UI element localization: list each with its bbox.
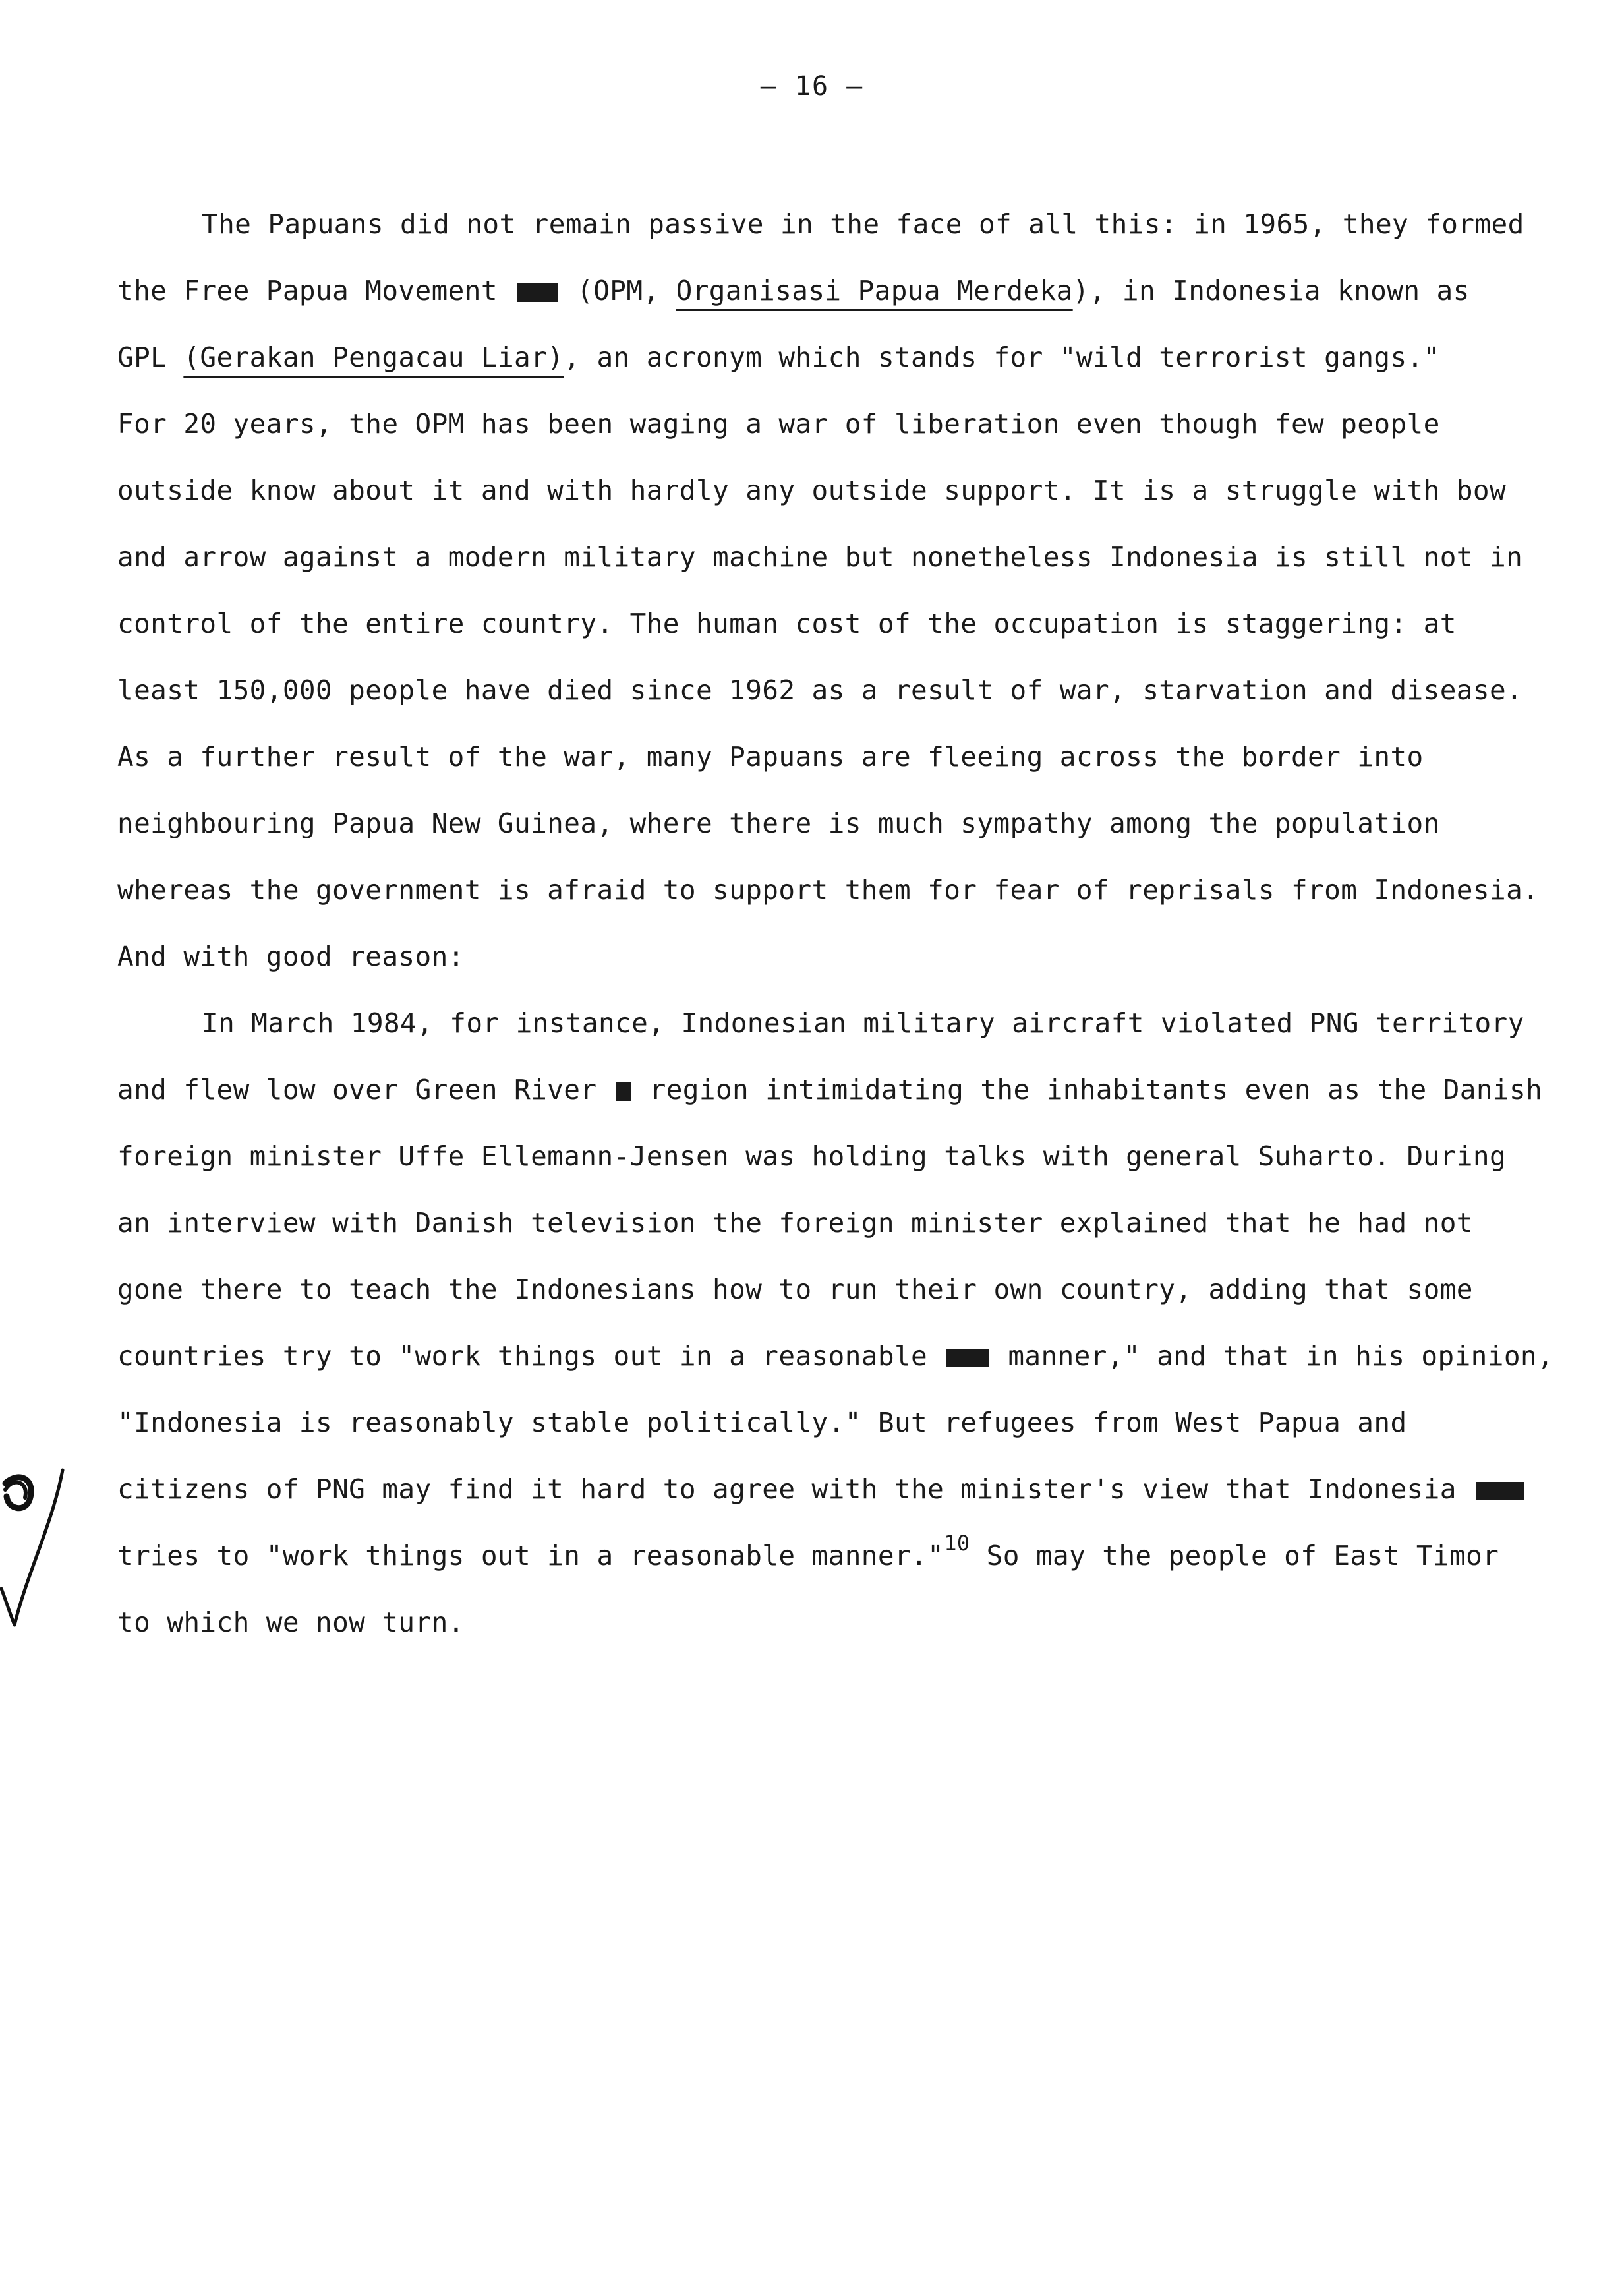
text-segment: an interview with Danish television the foreign minister explained that he had not (117, 1207, 1473, 1239)
text-line (117, 268, 1574, 334)
text-segment: GPL (117, 341, 184, 373)
handwritten-check-mark (0, 1444, 86, 1641)
text-segment: , an acronym which stands for "wild terrorist gangs." (564, 341, 1440, 373)
text-segment: countries try to "work things out in a reasonable (117, 1340, 928, 1372)
text-segment: least 150,000 people have died since 1962 as a result of war, starvation and disease. (117, 674, 1523, 706)
footnote-reference: 10 (944, 1531, 970, 1556)
text-segment: So may the people of East Timor (970, 1540, 1499, 1572)
text-line (117, 734, 1574, 800)
text-line (117, 1533, 1574, 1599)
text-segment: foreign minister Uffe Ellemann-Jensen was holding talks with general Suharto. During (117, 1140, 1507, 1172)
text-line (117, 1067, 1574, 1133)
redaction-mark (616, 1082, 631, 1101)
text-segment: And with good reason: (117, 941, 465, 972)
text-line (117, 1333, 1574, 1399)
text-segment: region intimidating the inhabitants even as the Danish (649, 1074, 1543, 1105)
text-line (117, 1000, 1574, 1067)
text-line (117, 867, 1574, 933)
text-segment: the Free Papua Movement (117, 275, 498, 307)
text-segment: "Indonesia is reasonably stable politically." But refugees from West Papua and (117, 1407, 1407, 1438)
text-line (117, 1599, 1574, 1666)
text-line (117, 467, 1574, 534)
body-text (117, 201, 1574, 1666)
text-line (117, 334, 1574, 401)
text-segment: outside know about it and with hardly any outside support. It is a struggle with bow (117, 475, 1507, 506)
text-line (117, 933, 1574, 1000)
underlined-term: Organisasi Papua Merdeka (676, 275, 1073, 307)
text-segment: and arrow against a modern military machine but nonetheless Indonesia is still not in (117, 541, 1523, 573)
redaction-mark (946, 1349, 989, 1367)
redaction-mark (1476, 1482, 1524, 1500)
text-line (117, 667, 1574, 734)
text-line (117, 401, 1574, 467)
text-line (117, 800, 1574, 867)
text-line (117, 601, 1574, 667)
text-line (117, 1266, 1574, 1333)
text-segment: (OPM, (577, 275, 676, 307)
text-segment: As a further result of the war, many Papuans are fleeing across the border into (117, 741, 1424, 773)
text-segment: The Papuans did not remain passive in the face of all this: in 1965, they formed (202, 208, 1524, 240)
text-segment: and flew low over Green River (117, 1074, 597, 1105)
text-segment: manner," and that in his opinion, (1008, 1340, 1554, 1372)
text-line (117, 1200, 1574, 1266)
text-segment: ), in Indonesia known as (1072, 275, 1470, 307)
text-segment: tries to "work things out in a reasonable manner." (117, 1540, 944, 1572)
text-segment: In March 1984, for instance, Indonesian military aircraft violated PNG territory (202, 1007, 1524, 1039)
text-segment: citizens of PNG may find it hard to agree with the minister's view that Indonesia (117, 1473, 1457, 1505)
page-number: — 16 — (760, 71, 864, 102)
text-segment: For 20 years, the OPM has been waging a war of liberation even though few people (117, 408, 1440, 440)
redaction-mark (517, 283, 558, 302)
text-line (117, 1466, 1574, 1533)
text-segment: gone there to teach the Indonesians how to run their own country, adding that some (117, 1274, 1473, 1305)
text-line (117, 1133, 1574, 1200)
text-segment: control of the entire country. The human cost of the occupation is staggering: at (117, 608, 1457, 639)
text-segment: neighbouring Papua New Guinea, where there is much sympathy among the population (117, 808, 1440, 839)
text-line (117, 201, 1574, 268)
text-line (117, 1399, 1574, 1466)
underlined-term: (Gerakan Pengacau Liar) (183, 341, 564, 373)
text-segment: to which we now turn. (117, 1606, 465, 1638)
text-segment: whereas the government is afraid to support them for fear of reprisals from Indonesia. (117, 874, 1540, 906)
text-line (117, 534, 1574, 601)
